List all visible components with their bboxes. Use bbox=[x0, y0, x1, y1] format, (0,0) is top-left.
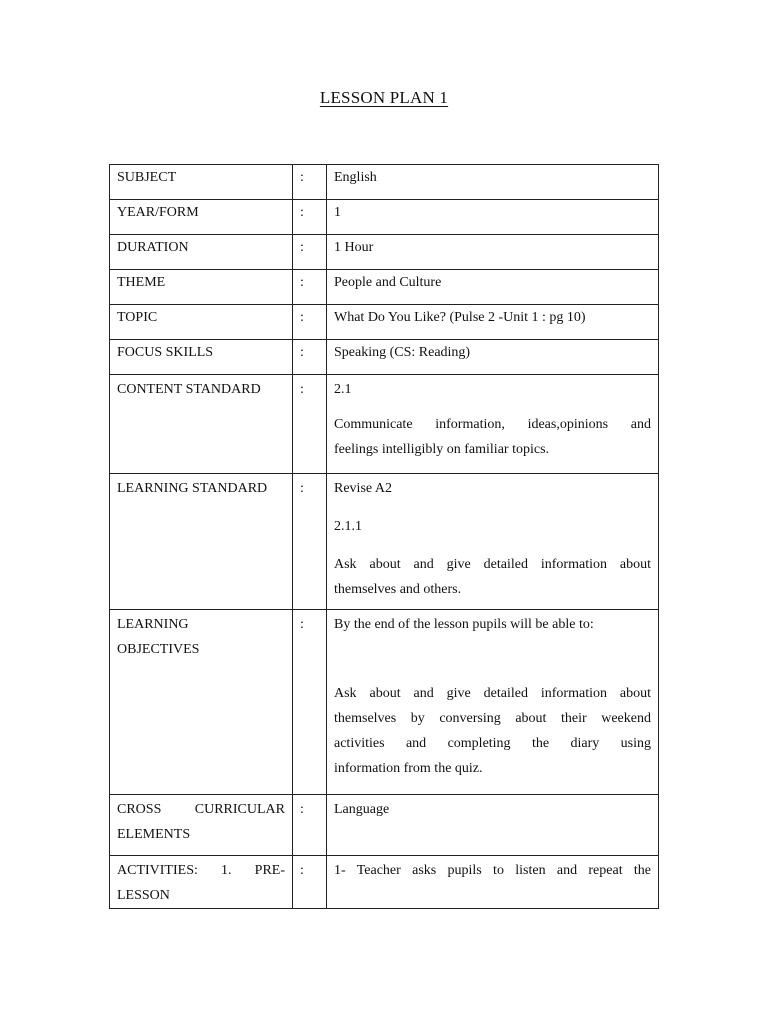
table-row-focus-skills bbox=[110, 340, 659, 375]
row-label: YEAR/FORM bbox=[110, 200, 293, 235]
learning-objectives-value bbox=[327, 610, 659, 795]
row-value: What Do You Like? (Pulse 2 -Unit 1 : pg 10) bbox=[327, 305, 659, 340]
table-row-theme bbox=[110, 270, 659, 305]
row-separator: : bbox=[293, 340, 327, 375]
row-label: LEARNING STANDARD bbox=[110, 474, 293, 610]
row-label bbox=[110, 610, 293, 795]
row-label: SUBJECT bbox=[110, 165, 293, 200]
row-value: Speaking (CS: Reading) bbox=[327, 340, 659, 375]
learning-standard-value bbox=[327, 474, 659, 610]
row-separator: : bbox=[293, 795, 327, 856]
row-separator: : bbox=[293, 610, 327, 795]
row-label-line: LESSON bbox=[117, 888, 170, 903]
table-row-subject bbox=[110, 165, 659, 200]
row-label: TOPIC bbox=[110, 305, 293, 340]
activities-value bbox=[327, 856, 659, 909]
row-separator: : bbox=[293, 856, 327, 909]
row-separator: : bbox=[293, 270, 327, 305]
row-label: CONTENT STANDARD bbox=[110, 375, 293, 474]
row-value: People and Culture bbox=[327, 270, 659, 305]
learning-objectives-line: Ask about and give detailed information about bbox=[334, 686, 651, 701]
row-label-line: OBJECTIVES bbox=[117, 642, 200, 657]
learning-objectives-line: information from the quiz. bbox=[334, 761, 483, 776]
row-separator: : bbox=[293, 305, 327, 340]
content-standard-text-line: feelings intelligibly on familiar topics. bbox=[334, 442, 550, 457]
row-separator: : bbox=[293, 235, 327, 270]
row-separator: : bbox=[293, 375, 327, 474]
table-row-content-standard bbox=[110, 375, 659, 474]
row-value: 1 bbox=[327, 200, 659, 235]
learning-objectives-intro: By the end of the lesson pupils will be able to: bbox=[334, 617, 594, 632]
row-label-line: CROSS CURRICULAR bbox=[117, 802, 285, 817]
learning-standard-text-line: themselves and others. bbox=[334, 582, 462, 597]
row-label-line: ELEMENTS bbox=[117, 827, 191, 842]
content-standard-value bbox=[327, 375, 659, 474]
table-row-learning-objectives bbox=[110, 610, 659, 795]
row-value: Language bbox=[327, 795, 659, 856]
page-title bbox=[0, 88, 768, 108]
learning-standard-text-line: Ask about and give detailed information about bbox=[334, 557, 651, 572]
table-row-duration bbox=[110, 235, 659, 270]
learning-standard-code: 2.1.1 bbox=[334, 519, 362, 534]
row-label-line: LEARNING bbox=[117, 617, 189, 632]
lesson-plan-table bbox=[109, 164, 659, 909]
learning-standard-level: Revise A2 bbox=[334, 481, 392, 496]
row-value: English bbox=[327, 165, 659, 200]
row-label-line: ACTIVITIES: 1. PRE- bbox=[117, 863, 285, 878]
table-row-learning-standard bbox=[110, 474, 659, 610]
row-value: 1 Hour bbox=[327, 235, 659, 270]
content-standard-text-line: Communicate information, ideas,opinions and bbox=[334, 417, 651, 432]
row-separator: : bbox=[293, 474, 327, 610]
page-title-text: LESSON PLAN 1 bbox=[319, 88, 449, 107]
learning-objectives-line: themselves by conversing about their weekend bbox=[334, 711, 651, 726]
row-label bbox=[110, 856, 293, 909]
row-label: FOCUS SKILLS bbox=[110, 340, 293, 375]
row-label bbox=[110, 795, 293, 856]
table-row-activities bbox=[110, 856, 659, 909]
learning-objectives-line: activities and completing the diary using bbox=[334, 736, 651, 751]
row-separator: : bbox=[293, 200, 327, 235]
table-row-cross-curricular bbox=[110, 795, 659, 856]
row-label: THEME bbox=[110, 270, 293, 305]
row-separator: : bbox=[293, 165, 327, 200]
content-standard-code: 2.1 bbox=[334, 382, 352, 397]
table-row-year-form bbox=[110, 200, 659, 235]
activities-text: 1- Teacher asks pupils to listen and repeat the bbox=[334, 863, 651, 878]
row-label: DURATION bbox=[110, 235, 293, 270]
table-row-topic bbox=[110, 305, 659, 340]
